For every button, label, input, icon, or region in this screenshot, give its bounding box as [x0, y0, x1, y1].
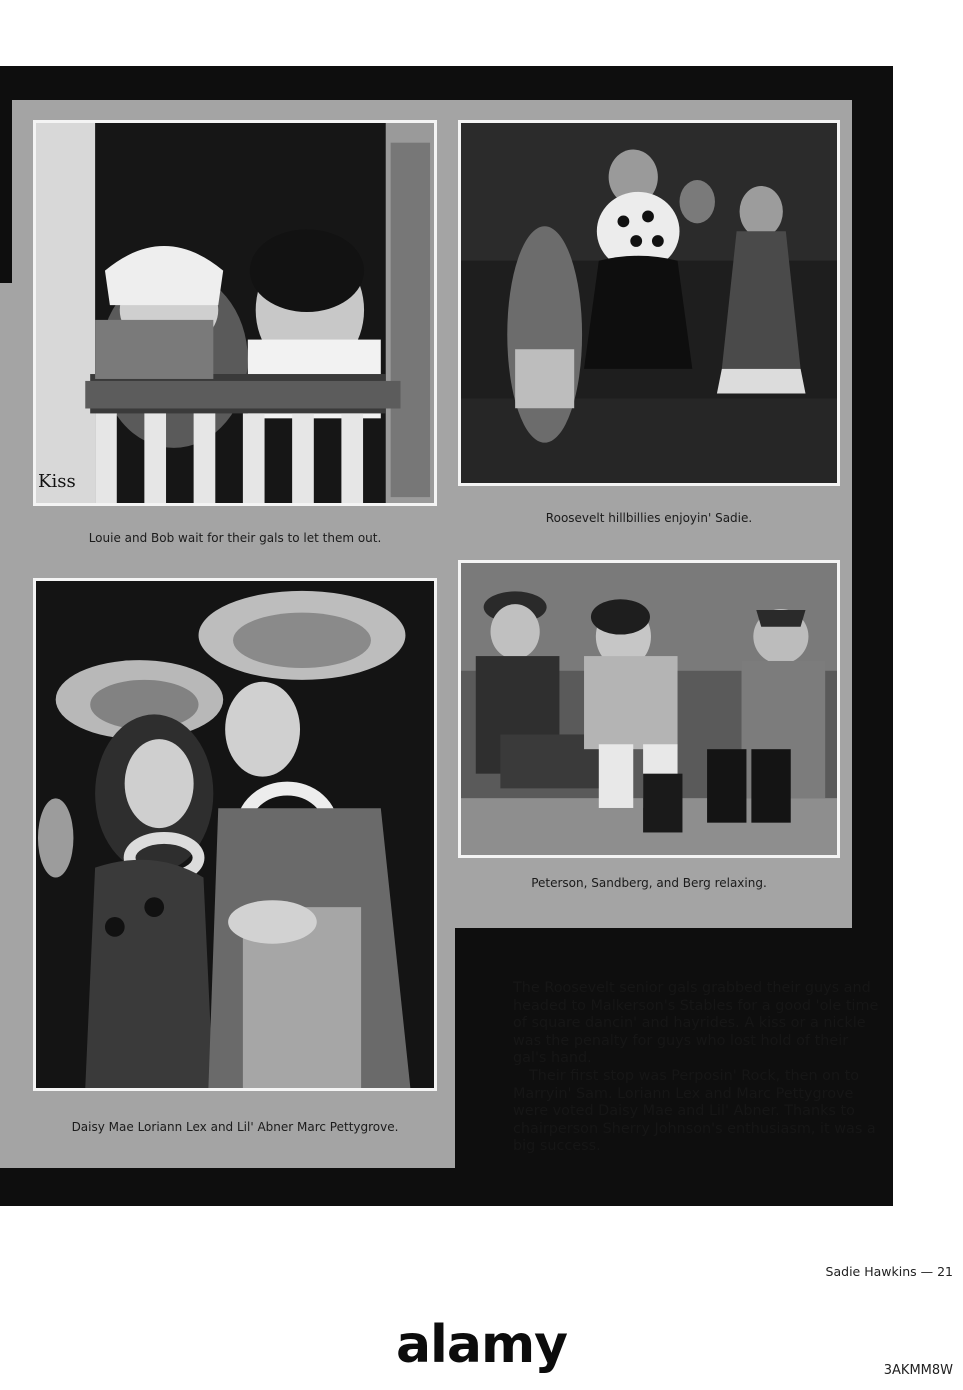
- watermark-image-id: 3AKMM8W: [883, 1363, 953, 1378]
- caption-daisy-mae-and-lil-abner: Daisy Mae Loriann Lex and Lil' Abner Marc Pettygrove.: [71, 1120, 399, 1134]
- photo-peterson-sandberg-berg: [458, 560, 840, 858]
- watermark: [0, 1300, 963, 1390]
- article-paragraph-2: Their first stop was Perposin' Rock, then on to Marryin' Sam. Loriann Lex and Marc Pettygrove were voted Daisy Mae and Lil' Abner. Thanks to chairperson Sherry Johnson's enthusiasm, it was a big success.: [513, 1067, 876, 1155]
- caption-louie-and-bob: Louie and Bob wait for their gals to let them out.: [88, 531, 382, 545]
- photo-louie-and-bob-image: [36, 123, 434, 503]
- photo-roosevelt-hillbillies-image: [461, 123, 837, 483]
- photo-daisy-mae-and-lil-abner: [33, 578, 437, 1091]
- watermark-brand-logo: alamy: [395, 1315, 568, 1375]
- photo-louie-and-bob: [33, 120, 437, 506]
- article-paragraph-1: The Roosevelt senior gals grabbed their guys and headed to Malkerson's Stables for a good 'ole time of square dancin' and hayrides. A kiss or a nickle was the penalty for guys who lost hold of their gal's hand.: [513, 980, 879, 1067]
- caption-roosevelt-hillbillies: Roosevelt hillbillies enjoyin' Sadie.: [545, 511, 753, 525]
- photo-daisy-mae-and-lil-abner-image: [36, 581, 434, 1088]
- photo-peterson-sandberg-berg-image: [461, 563, 837, 855]
- caption-peterson-sandberg-berg: Peterson, Sandberg, and Berg relaxing.: [531, 876, 767, 890]
- article-body: [513, 980, 883, 1156]
- gray-panel-left-notch: [0, 283, 12, 570]
- photo-roosevelt-hillbillies: [458, 120, 840, 486]
- page-footer-label: Sadie Hawkins — 21: [825, 1264, 953, 1279]
- kiss-scribble: Kiss: [38, 471, 76, 492]
